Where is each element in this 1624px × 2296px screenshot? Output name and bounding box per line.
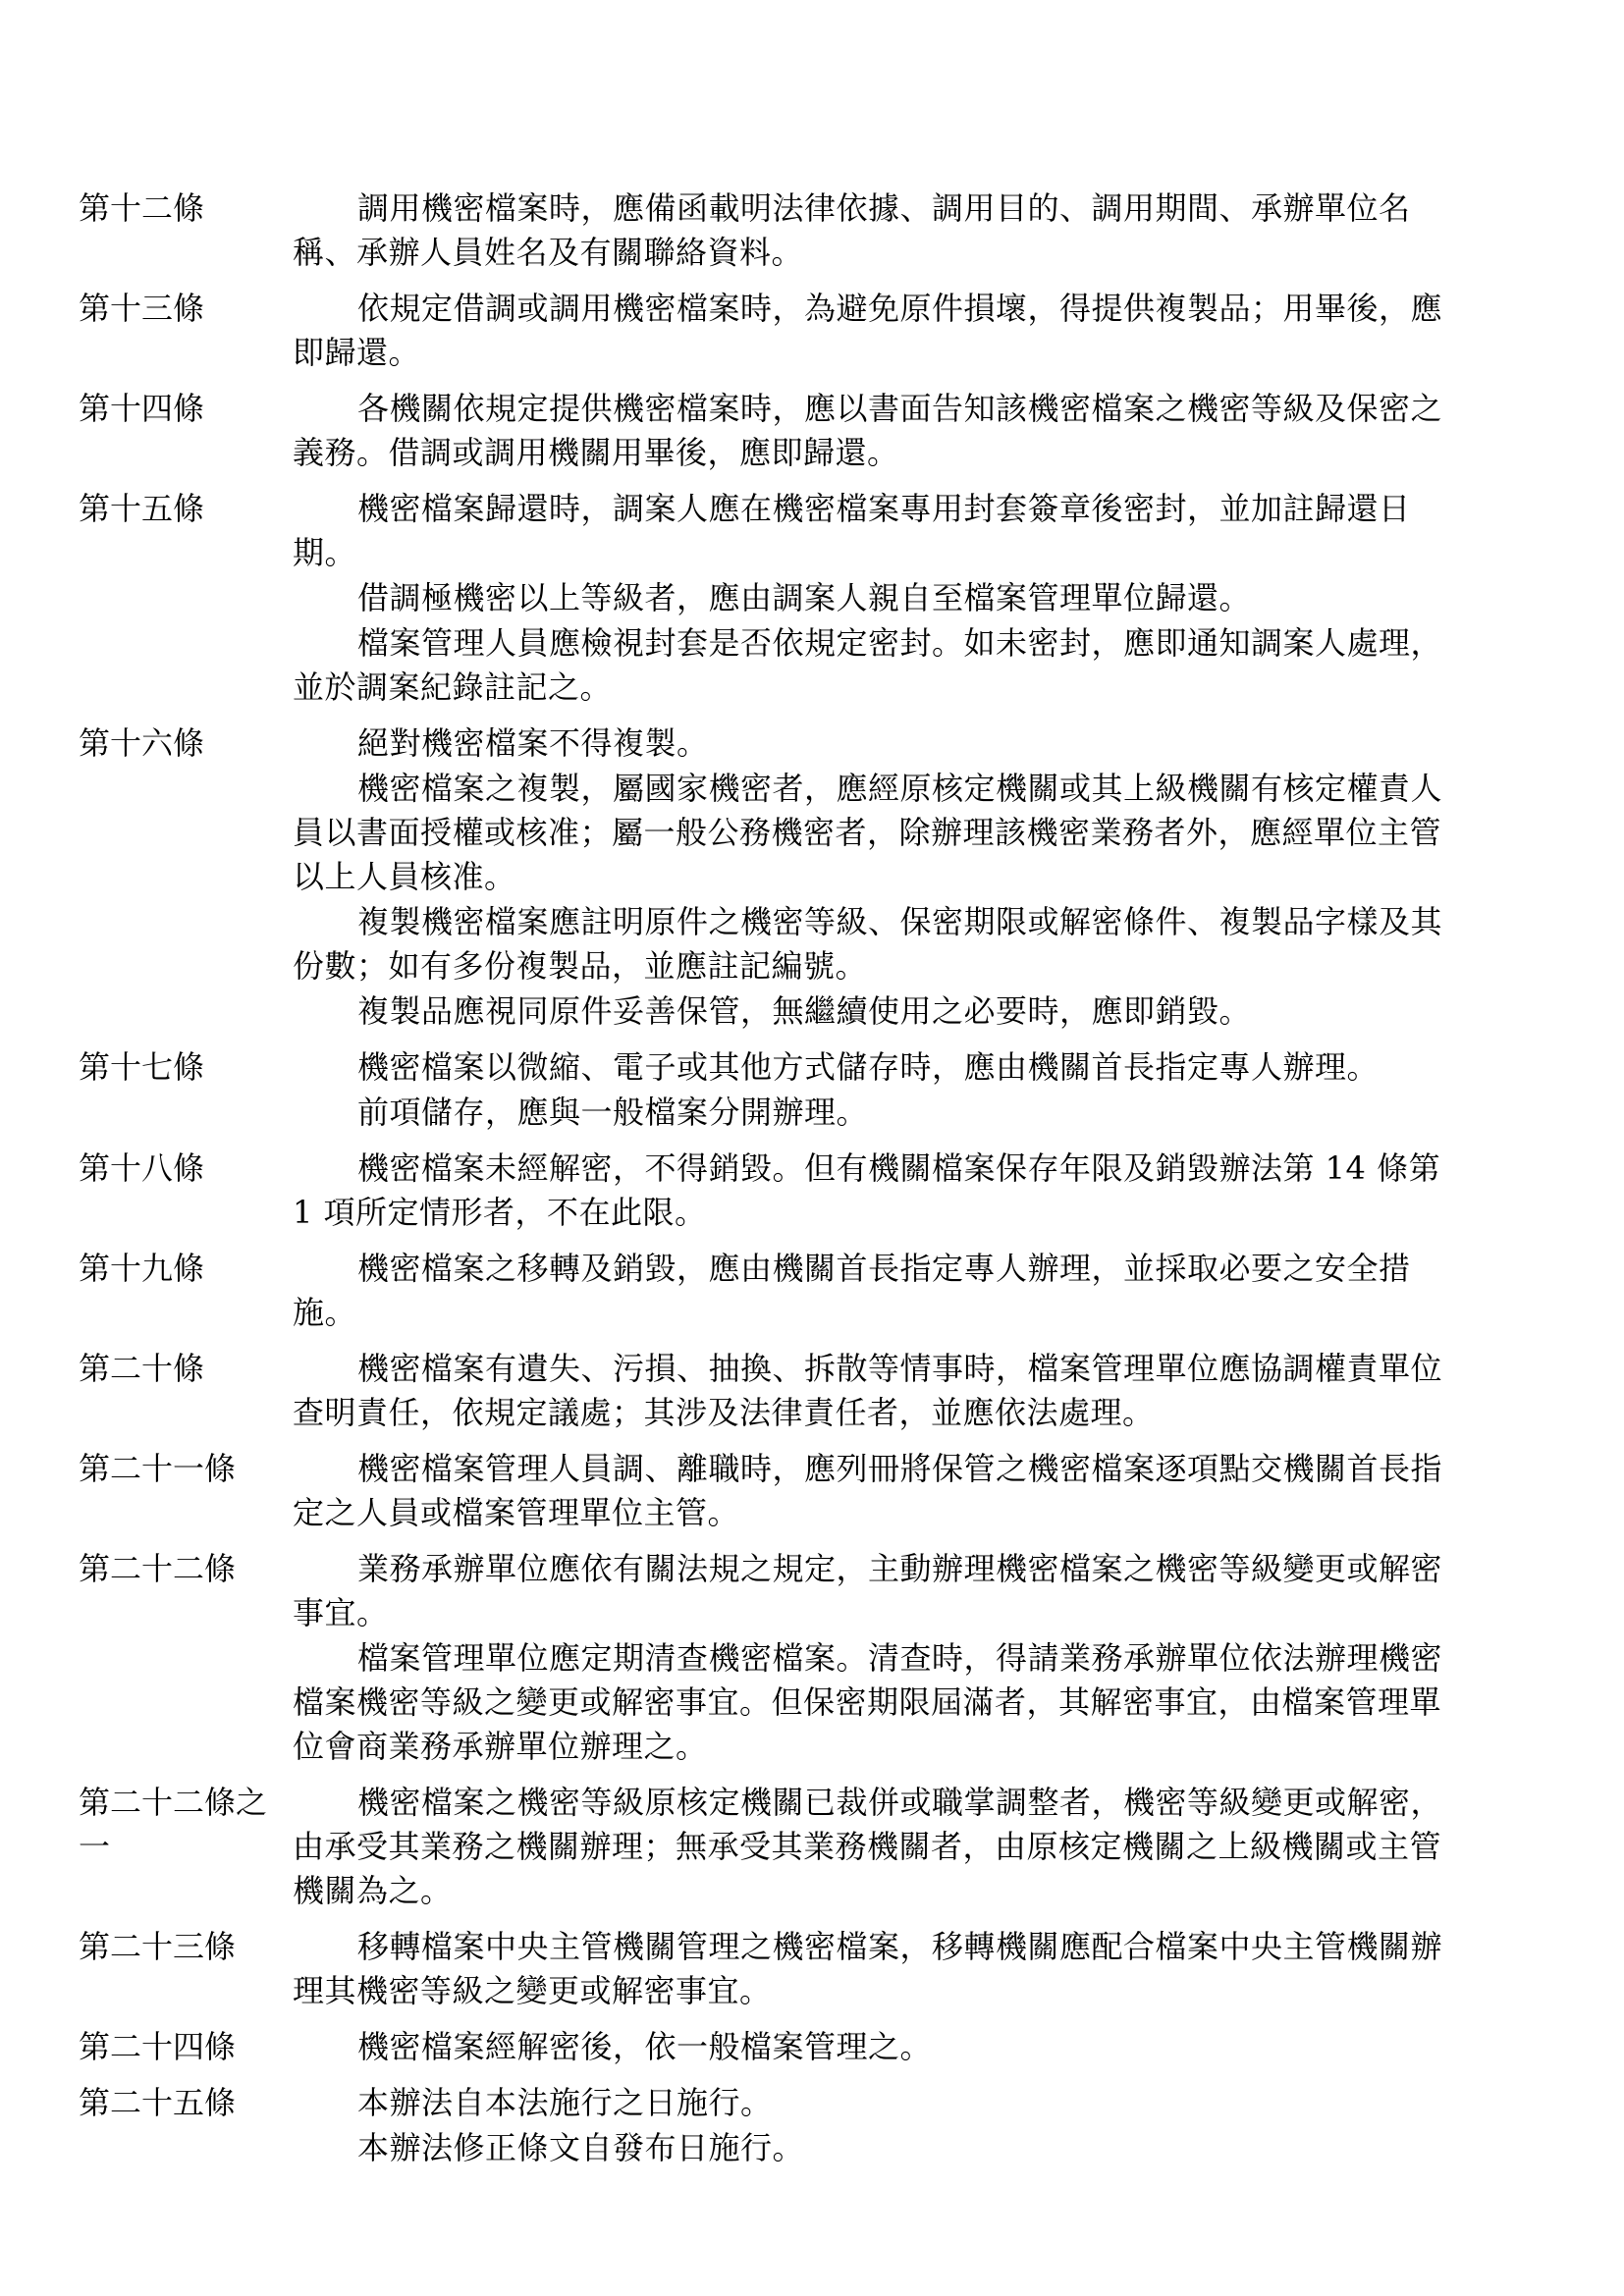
article-body xyxy=(293,387,1466,476)
article xyxy=(79,1547,1492,1770)
article-paragraph: 機密檔案管理人員調、離職時，應列冊將保管之機密檔案逐項點交機關首長指定之人員或檔案管理單位主管。 xyxy=(293,1450,1443,1531)
article-number: 第十八條 xyxy=(79,1149,205,1187)
article xyxy=(79,1045,1492,1136)
article-body xyxy=(293,1781,1466,1914)
article-paragraph: 各機關依規定提供機密檔案時，應以書面告知該機密檔案之機密等級及保密之義務。借調或調用機關用畢後，應即歸還。 xyxy=(293,390,1443,471)
article xyxy=(79,1447,1492,1536)
article-body xyxy=(293,1447,1466,1536)
article-number: 第二十二條之一 xyxy=(79,1784,268,1865)
article-number: 第二十五條 xyxy=(79,2084,237,2121)
article-number: 第十四條 xyxy=(79,390,205,427)
article-paragraph: 前項儲存，應與一般檔案分開辦理。 xyxy=(357,1094,869,1131)
article xyxy=(79,1147,1492,1236)
article-paragraph: 機密檔案歸還時，調案人應在機密檔案專用封套簽章後密封，並加註歸還日期。 xyxy=(293,490,1411,571)
article-paragraph: 機密檔案之機密等級原核定機關已裁併或職掌調整者，機密等級變更或解密，由承受其業務之機關辦理；無承受其業務機關者，由原核定機關之上級機關或主管機關為之。 xyxy=(293,1784,1443,1909)
article xyxy=(79,487,1492,711)
article xyxy=(79,1247,1492,1336)
article-number: 第二十四條 xyxy=(79,2028,237,2065)
article-number: 第十九條 xyxy=(79,1250,205,1287)
article-paragraph: 本辦法修正條文自發布日施行。 xyxy=(357,2129,805,2166)
article-paragraph: 機密檔案之複製，屬國家機密者，應經原核定機關或其上級機關有核定權責人員以書面授權或核准；屬一般公務機密者，除辦理該機密業務者外，應經單位主管以上人員核准。 xyxy=(293,770,1443,895)
article-paragraph: 機密檔案有遺失、污損、抽換、拆散等情事時，檔案管理單位應協調權責單位查明責任，依規定議處；其涉及法律責任者，並應依法處理。 xyxy=(293,1350,1443,1431)
article xyxy=(79,2081,1492,2171)
article-body xyxy=(293,721,1466,1035)
article xyxy=(79,387,1492,476)
article-number: 第十六條 xyxy=(79,724,205,762)
article-number: 第二十二條 xyxy=(79,1550,237,1587)
article xyxy=(79,287,1492,376)
article-body xyxy=(293,1347,1466,1436)
article-paragraph: 機密檔案之移轉及銷毀，應由機關首長指定專人辦理，並採取必要之安全措施。 xyxy=(293,1250,1411,1331)
article-body xyxy=(293,1925,1466,2014)
article-paragraph: 本辦法自本法施行之日施行。 xyxy=(357,2084,773,2121)
article-number: 第二十三條 xyxy=(79,1928,237,1965)
articles-list xyxy=(79,187,1492,2182)
article-body xyxy=(293,1547,1466,1770)
article-body xyxy=(293,1147,1466,1236)
article-paragraph: 檔案管理單位應定期清查機密檔案。清查時，得請業務承辦單位依法辦理機密檔案機密等級之變更或解密事宜。但保密期限屆滿者，其解密事宜，由檔案管理單位會商業務承辦單位辦理之。 xyxy=(293,1639,1443,1765)
article-number: 第二十條 xyxy=(79,1350,205,1387)
article-body xyxy=(293,287,1466,376)
article xyxy=(79,1781,1492,1914)
article-body xyxy=(293,1045,1466,1136)
article-paragraph: 檔案管理人員應檢視封套是否依規定密封。如未密封，應即通知調案人處理，並於調案紀錄註記之。 xyxy=(293,624,1443,706)
article xyxy=(79,187,1492,276)
article xyxy=(79,1347,1492,1436)
article-paragraph: 移轉檔案中央主管機關管理之機密檔案，移轉機關應配合檔案中央主管機關辦理其機密等級之變更或解密事宜。 xyxy=(293,1928,1443,2009)
article xyxy=(79,721,1492,1035)
article-paragraph: 機密檔案經解密後，依一般檔案管理之。 xyxy=(357,2028,933,2065)
article-number: 第十二條 xyxy=(79,189,205,227)
article-paragraph: 機密檔案未經解密，不得銷毀。但有機關檔案保存年限及銷毀辦法第 14 條第 1 項所定情形者，不在此限。 xyxy=(293,1149,1441,1231)
article-paragraph: 複製機密檔案應註明原件之機密等級、保密期限或解密條件、複製品字樣及其份數；如有多份複製品，並應註記編號。 xyxy=(293,903,1443,985)
article-number: 第十三條 xyxy=(79,290,205,327)
article-body xyxy=(293,2081,1466,2171)
article-body xyxy=(293,1247,1466,1336)
article-body xyxy=(293,2025,1466,2070)
article-paragraph: 調用機密檔案時，應備函載明法律依據、調用目的、調用期間、承辦單位名稱、承辦人員姓名及有關聯絡資料。 xyxy=(293,189,1411,271)
article xyxy=(79,1925,1492,2014)
article-number: 第十五條 xyxy=(79,490,205,527)
article-paragraph: 業務承辦單位應依有關法規之規定，主動辦理機密檔案之機密等級變更或解密事宜。 xyxy=(293,1550,1443,1631)
article-body xyxy=(293,487,1466,711)
article-paragraph: 機密檔案以微縮、電子或其他方式儲存時，應由機關首長指定專人辦理。 xyxy=(357,1048,1380,1086)
article xyxy=(79,2025,1492,2070)
article-paragraph: 絕對機密檔案不得複製。 xyxy=(357,724,709,762)
article-number: 第十七條 xyxy=(79,1048,205,1086)
article-paragraph: 複製品應視同原件妥善保管，無繼續使用之必要時，應即銷毀。 xyxy=(357,992,1252,1030)
article-paragraph: 借調極機密以上等級者，應由調案人親自至檔案管理單位歸還。 xyxy=(357,579,1252,616)
article-number: 第二十一條 xyxy=(79,1450,237,1487)
article-body xyxy=(293,187,1466,276)
article-paragraph: 依規定借調或調用機密檔案時，為避免原件損壞，得提供複製品；用畢後，應即歸還。 xyxy=(293,290,1443,371)
